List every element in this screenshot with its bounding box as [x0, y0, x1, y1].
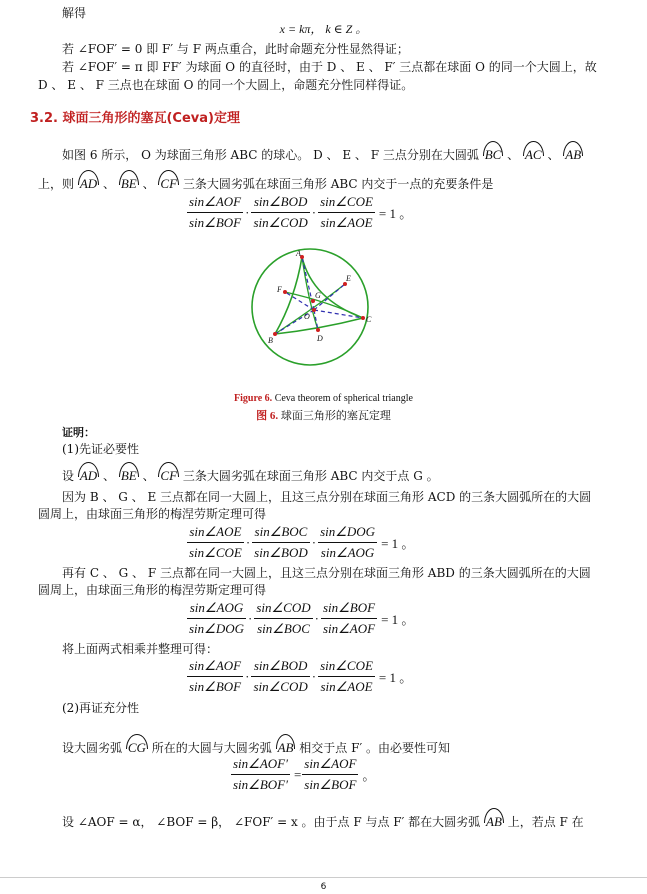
- text-line: 若 ∠FOF′ = π 即 FF′ 为球面 O 的直径时，由于 D 、 E 、 F′ 三点都在球面 O 的同一个大圆上，故: [62, 60, 597, 74]
- separator: 、: [507, 148, 520, 162]
- section-title: 3.2. 球面三角形的塞瓦(Ceva)定理: [30, 111, 240, 126]
- arc-label: BE: [121, 170, 137, 191]
- footer-divider: [0, 877, 647, 878]
- text-line: 将上面两式相乘并整理可得：: [62, 642, 219, 656]
- proof-heading: 证明：: [62, 426, 95, 439]
- arc-label: CF: [160, 462, 177, 483]
- arc-label: AB: [278, 734, 294, 755]
- arc-label: BE: [121, 462, 137, 483]
- text-span: 三条大圆劣弧在球面三角形 ABC 内交于一点的充要条件是: [182, 177, 494, 191]
- text-line: 圆周上，由球面三角形的梅涅劳斯定理可得: [38, 507, 267, 521]
- formula-menelaus-2: sin∠AOG sin∠DOG · sin∠COD sin∠BOC · sin∠BOF sin∠AOF = 1 。: [189, 600, 415, 636]
- arc-label: AD: [80, 170, 97, 191]
- formula-ceva: sin∠AOF sin∠BOF · sin∠BOD sin∠COD · sin∠COE sin∠AOE = 1 。: [189, 194, 413, 230]
- arc-label: CG: [128, 734, 146, 755]
- text-line: [38, 170, 638, 191]
- label-g: G: [315, 291, 321, 300]
- label-b: B: [268, 336, 273, 345]
- text-line: 因为 B 、 G 、 E 三点都在同一大圆上，且这三点分别在球面三角形 ACD 的三条大圆弧所在的大圆: [62, 490, 592, 504]
- label-c: C: [366, 315, 372, 324]
- separator: 、: [142, 177, 155, 191]
- text-line: (1)先证必要性: [62, 442, 139, 456]
- spherical-triangle-figure: [240, 244, 380, 374]
- page-number: 6: [320, 882, 327, 892]
- label-o: O: [304, 312, 310, 321]
- separator: 、: [547, 148, 560, 162]
- text-span: 上，则: [38, 177, 75, 191]
- arc-label: AB: [486, 808, 502, 829]
- sphere-outline: [252, 249, 368, 365]
- text-line: 解得: [62, 6, 87, 20]
- separator: 、: [103, 177, 116, 191]
- text-line: 圆周上，由球面三角形的梅涅劳斯定理可得: [38, 583, 267, 597]
- text-line: [62, 141, 647, 162]
- arc-label: AD: [80, 462, 97, 483]
- text-line: 再有 C 、 G 、 F 三点都在同一大圆上，且这三点分别在球面三角形 ABD 的三条大圆弧所在的大圆: [62, 566, 591, 580]
- arc-label: AB: [565, 141, 581, 162]
- arc-label: CF: [160, 170, 177, 191]
- text-line: 设大圆劣弧 CG 所在的大圆与大圆劣弧 AB 相交于点 F′ 。由必要性可知: [62, 734, 647, 755]
- label-f: F: [277, 285, 282, 294]
- arc-label: BC: [485, 141, 502, 162]
- arc-label: AC: [525, 141, 542, 162]
- text-line: (2)再证充分性: [62, 701, 139, 715]
- text-line: 若 ∠FOF′ = 0 即 F′ 与 F 两点重合，此时命题充分性显然得证；: [62, 42, 409, 56]
- figure-caption-en: Figure 6. Ceva theorem of spherical triangle: [234, 393, 413, 404]
- text-span: 如图 6 所示， O 为球面三角形 ABC 的球心。 D 、 E 、 F 三点分别在大圆弧: [62, 148, 479, 162]
- text-line: 设 AD 、 BE 、 CF 三条大圆劣弧在球面三角形 ABC 内交于点 G 。: [62, 462, 647, 483]
- formula-menelaus-1: sin∠AOE sin∠COE · sin∠BOC sin∠BOD · sin∠DOG sin∠AOG = 1 。: [189, 524, 415, 560]
- label-a: A: [296, 249, 301, 258]
- label-d: D: [317, 334, 323, 343]
- text-line: D 、 E 、 F 三点也在球面 O 的同一个大圆上，命题充分性同样得证。: [38, 78, 414, 92]
- formula-product: sin∠AOF sin∠BOF · sin∠BOD sin∠COD · sin∠COE sin∠AOE = 1 。: [189, 658, 413, 694]
- figure-caption-zh: 图 6. 球面三角形的塞瓦定理: [256, 410, 391, 422]
- formula-ratio: sin∠AOF′ sin∠BOF′ = sin∠AOF sin∠BOF 。: [233, 756, 376, 792]
- text-line: 设 ∠AOF = α， ∠BOF = β， ∠FOF′ = x 。由于点 F 与点 F′ 都在大圆劣弧 AB 上，若点 F 在: [62, 808, 647, 829]
- equation: x = kπ， k ∈ Z 。: [279, 22, 368, 36]
- label-e: E: [346, 274, 351, 283]
